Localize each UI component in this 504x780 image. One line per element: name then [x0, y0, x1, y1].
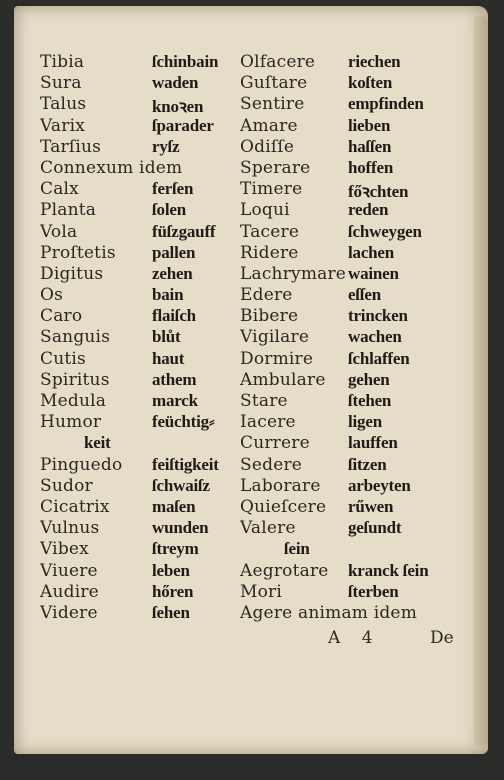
signature-mark: [328, 628, 389, 648]
latin-word: Ambulare: [240, 369, 326, 390]
latin-word: Ridere: [240, 242, 299, 263]
vocabulary-row: [240, 391, 470, 412]
latin-word: Audire: [40, 581, 99, 602]
german-word: koſten: [348, 73, 393, 93]
vocabulary-row: [40, 370, 255, 391]
german-word: ſtreym: [152, 539, 199, 559]
german-word: leben: [152, 560, 190, 580]
vocabulary-row: [240, 497, 470, 518]
latin-word: Cutis: [40, 348, 86, 369]
latin-word: Sanguis: [40, 327, 111, 348]
vocabulary-row: [40, 158, 255, 179]
german-word: blůt: [152, 327, 181, 347]
latin-word: Spiritus: [40, 369, 110, 390]
latin-word: Guſtare: [240, 73, 308, 94]
german-word: füſzgauff: [152, 221, 216, 241]
german-word: flaiſch: [152, 306, 196, 326]
latin-word: Calx: [40, 179, 79, 200]
latin-word: Mori: [240, 581, 283, 602]
latin-word: Connexum idem: [40, 157, 183, 178]
vocabulary-row: [40, 433, 255, 454]
german-word: rűwen: [348, 496, 394, 516]
vocabulary-row: [240, 243, 470, 264]
right-word-column: [240, 52, 470, 624]
german-word: zehen: [152, 263, 193, 283]
german-word: hőren: [152, 581, 194, 601]
vocabulary-row: [240, 455, 470, 476]
german-word: ſchwaiſz: [152, 475, 210, 495]
german-word: reden: [348, 200, 389, 220]
german-word: trincken: [348, 306, 408, 326]
latin-word: Timere: [240, 179, 303, 200]
vocabulary-row: [40, 561, 255, 582]
latin-word: Medula: [40, 391, 107, 411]
german-word: haut: [152, 348, 185, 368]
latin-word: Iacere: [240, 412, 296, 433]
latin-word: Vulnus: [40, 518, 100, 539]
latin-word: Varix: [40, 115, 86, 136]
vocabulary-row: [40, 200, 255, 221]
vocabulary-row: [40, 349, 255, 370]
signature-number: 4: [361, 628, 373, 648]
page-edge: [474, 16, 488, 746]
german-word: lachen: [348, 242, 395, 262]
vocabulary-row: [240, 476, 470, 497]
german-word: arbeyten: [348, 475, 411, 495]
latin-word: Viuere: [40, 560, 98, 581]
latin-word: Sentire: [240, 94, 305, 115]
latin-word: Laborare: [240, 475, 321, 496]
german-word: ferſen: [152, 179, 194, 199]
latin-word: Humor: [40, 412, 102, 433]
german-word: ſchinbain: [152, 52, 219, 71]
latin-word: Os: [40, 285, 64, 306]
vocabulary-row: [40, 222, 255, 243]
vocabulary-row: [40, 497, 255, 518]
latin-word: Bibere: [240, 306, 299, 327]
vocabulary-row: [240, 264, 470, 285]
german-word: marck: [152, 391, 198, 410]
latin-word: Quieſcere: [240, 496, 327, 517]
german-word: empfinden: [348, 94, 424, 114]
latin-word: Digitus: [40, 263, 104, 284]
german-word: geſundt: [348, 518, 402, 538]
vocabulary-row: [40, 391, 255, 412]
catchword: De: [430, 628, 454, 648]
latin-word: Planta: [40, 200, 97, 221]
latin-word: Agere animam idem: [240, 602, 418, 623]
vocabulary-row: [40, 582, 255, 603]
vocabulary-row: [240, 52, 470, 73]
latin-word: Sura: [40, 73, 82, 94]
vocabulary-row: [240, 582, 470, 603]
vocabulary-row: [240, 412, 470, 433]
german-word: ſehen: [152, 602, 190, 622]
latin-word: Loqui: [240, 200, 290, 221]
latin-word: Sperare: [240, 157, 311, 178]
vocabulary-row: [40, 603, 255, 624]
signature-letter: A: [328, 628, 341, 648]
german-word: ſtehen: [348, 391, 392, 410]
vocabulary-row: [40, 264, 255, 285]
latin-word: Odiſſe: [240, 136, 295, 157]
latin-word: Lachrymare: [240, 263, 347, 284]
german-word: kranck ſein: [348, 560, 429, 580]
vocabulary-row: [240, 116, 470, 137]
latin-word: Olfacere: [240, 52, 316, 72]
vocabulary-row: [240, 158, 470, 179]
german-word: wainen: [348, 263, 399, 283]
vocabulary-row: [40, 412, 255, 433]
vocabulary-row: [240, 137, 470, 158]
german-word: ſein: [284, 539, 310, 559]
german-word: waden: [152, 73, 199, 93]
vocabulary-row: [40, 306, 255, 327]
vocabulary-row: [240, 539, 470, 560]
german-word: feiſtigkeit: [152, 454, 219, 474]
latin-word: Proſtetis: [40, 242, 116, 263]
german-word: főꝛchten: [348, 182, 409, 202]
latin-word: Caro: [40, 306, 83, 327]
german-word: gehen: [348, 369, 390, 389]
vocabulary-row: [240, 561, 470, 582]
vocabulary-row: [40, 327, 255, 348]
left-word-column: [40, 52, 255, 624]
german-word: athem: [152, 369, 197, 389]
vocabulary-row: [40, 94, 255, 115]
vocabulary-row: [40, 518, 255, 539]
vocabulary-row: [240, 433, 470, 454]
vocabulary-row: [40, 455, 255, 476]
latin-word: Tarſius: [40, 136, 102, 157]
german-word: lauffen: [348, 433, 398, 453]
latin-word: Edere: [240, 285, 293, 306]
vocabulary-row: [40, 52, 255, 73]
vocabulary-row: [240, 73, 470, 94]
vocabulary-row: [240, 349, 470, 370]
german-word: eſſen: [348, 285, 381, 305]
german-word: wunden: [152, 518, 209, 538]
latin-word: Videre: [40, 602, 98, 623]
german-word: ryſz: [152, 136, 180, 156]
vocabulary-row: [40, 137, 255, 158]
scan-background-bottom: [0, 754, 504, 780]
latin-word: Sudor: [40, 475, 93, 496]
vocabulary-row: [40, 243, 255, 264]
german-word: ſitzen: [348, 454, 387, 474]
german-word: ſchweygen: [348, 221, 422, 241]
german-word: feüchtig⸗: [152, 412, 215, 432]
german-word: ſchlaffen: [348, 348, 410, 368]
german-word: haſſen: [348, 136, 392, 156]
vocabulary-row: [240, 306, 470, 327]
vocabulary-row: [240, 222, 470, 243]
german-word: ſolen: [152, 200, 186, 220]
german-word: ligen: [348, 412, 382, 432]
german-word: maſen: [152, 496, 196, 516]
vocabulary-row: [240, 200, 470, 221]
vocabulary-row: [40, 539, 255, 560]
vocabulary-row: [40, 116, 255, 137]
vocabulary-row: [40, 73, 255, 94]
vocabulary-row: [240, 94, 470, 115]
latin-word: Aegrotare: [240, 560, 329, 581]
latin-word: Talus: [40, 94, 87, 115]
vocabulary-row: [240, 179, 470, 200]
latin-word: Tibia: [40, 52, 85, 72]
latin-word: Vola: [40, 221, 78, 242]
vocabulary-row: [240, 285, 470, 306]
vocabulary-row: [240, 370, 470, 391]
latin-word: Stare: [240, 391, 288, 411]
latin-word: Tacere: [240, 221, 300, 242]
german-word: wachen: [348, 327, 402, 347]
german-word: keit: [84, 433, 111, 453]
german-word: bain: [152, 285, 184, 305]
vocabulary-row: [240, 327, 470, 348]
german-word: knoꝛen: [152, 97, 204, 117]
vocabulary-row: [40, 179, 255, 200]
german-word: riechen: [348, 52, 401, 71]
german-word: lieben: [348, 115, 391, 135]
latin-word: Dormire: [240, 348, 314, 369]
latin-word: Sedere: [240, 454, 303, 475]
latin-word: Amare: [240, 115, 298, 136]
german-word: hoffen: [348, 157, 394, 177]
latin-word: Vigilare: [240, 327, 310, 348]
vocabulary-row: [40, 285, 255, 306]
german-word: ſparader: [152, 115, 214, 135]
latin-word: Currere: [240, 433, 310, 454]
vocabulary-row: [40, 476, 255, 497]
latin-word: Cicatrix: [40, 496, 110, 517]
latin-word: Vibex: [40, 539, 89, 560]
vocabulary-row: [240, 518, 470, 539]
latin-word: Pinguedo: [40, 454, 123, 475]
german-word: ſterben: [348, 581, 399, 601]
latin-word: Valere: [240, 518, 296, 539]
german-word: pallen: [152, 242, 196, 262]
vocabulary-row: [240, 603, 470, 624]
